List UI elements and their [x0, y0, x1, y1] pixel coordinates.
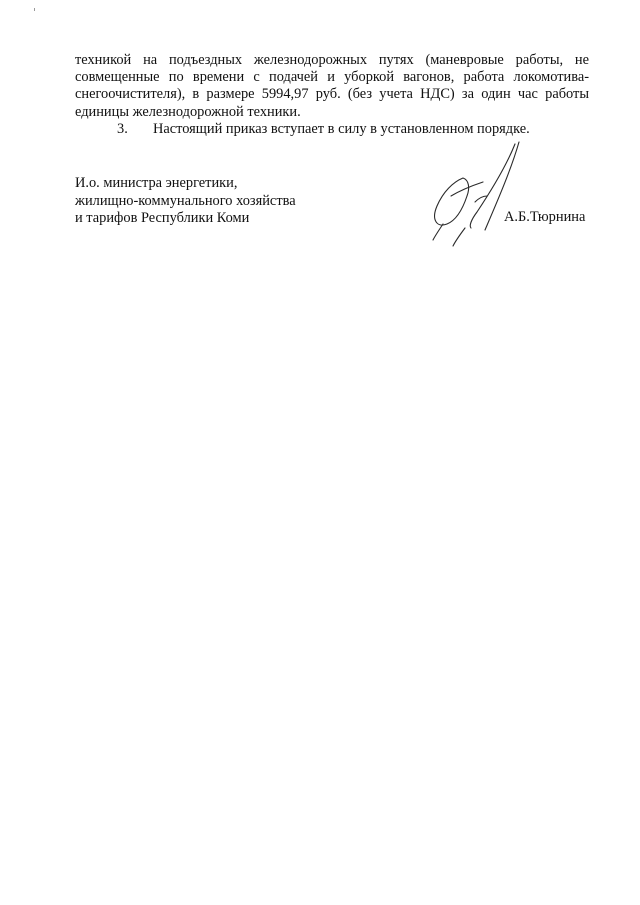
- clause-text: Настоящий приказ вступает в силу в установленном порядке.: [153, 121, 530, 137]
- handwritten-signature: [415, 140, 525, 250]
- paragraph-line: совмещенные по времени с подачей и уборкой вагонов, работа локомотива-: [75, 69, 589, 86]
- paragraph-continuation: [75, 52, 589, 121]
- signatory-title-line: и тарифов Республики Коми: [75, 210, 250, 227]
- paragraph-line: техникой на подъездных железнодорожных путях (маневровые работы, не: [75, 52, 589, 68]
- scan-mark: [34, 8, 35, 11]
- signatory-title-line: И.о. министра энергетики,: [75, 175, 238, 191]
- signatory-title: [75, 175, 296, 228]
- signer-name: А.Б.Тюрнина: [504, 209, 586, 225]
- signatory-title-line: жилищно-коммунального хозяйства: [75, 192, 296, 209]
- paragraph-line: единицы железнодорожной техники.: [75, 103, 301, 120]
- paragraph-line: снегоочистителя), в размере 5994,97 руб. (без учета НДС) за один час работы: [75, 86, 589, 103]
- clause-number: 3.: [117, 121, 128, 137]
